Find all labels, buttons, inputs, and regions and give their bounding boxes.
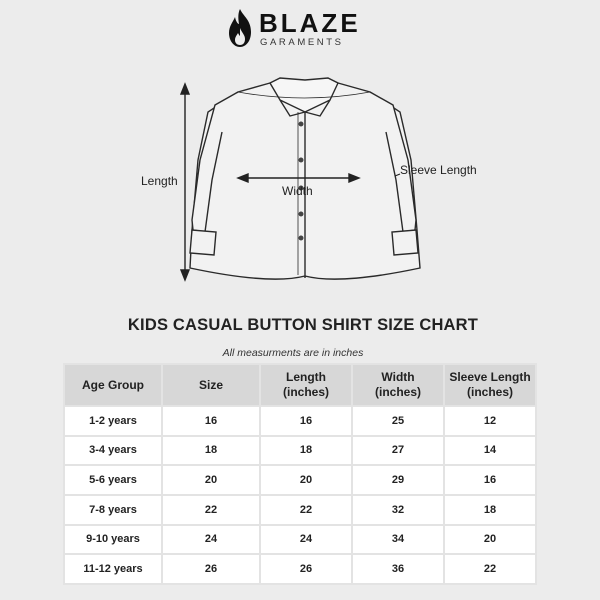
brand-name: BLAZE (259, 8, 361, 38)
cell-sleeve-length: 16 (444, 465, 536, 495)
cell-length: 20 (260, 465, 352, 495)
header-length: Length (inches) (260, 364, 352, 406)
cell-age-group: 1-2 years (64, 406, 162, 436)
cell-sleeve-length: 18 (444, 495, 536, 525)
table-row (64, 436, 536, 466)
header-age-group: Age Group (64, 364, 162, 406)
cell-length: 26 (260, 554, 352, 584)
cell-sleeve-length: 20 (444, 525, 536, 555)
cell-age-group: 3-4 years (64, 436, 162, 466)
table-header-row (64, 364, 536, 406)
cell-length: 18 (260, 436, 352, 466)
cell-sleeve-length: 12 (444, 406, 536, 436)
cell-size: 18 (162, 436, 260, 466)
cell-length: 22 (260, 495, 352, 525)
brand-tagline: GARAMENTS (260, 37, 344, 48)
table-row (64, 525, 536, 555)
table-row (64, 495, 536, 525)
header-width: Width (inches) (352, 364, 444, 406)
cell-age-group: 9-10 years (64, 525, 162, 555)
chart-title: KIDS CASUAL BUTTON SHIRT SIZE CHART (127, 316, 479, 334)
header-sleeve-length: Sleeve Length (inches) (444, 364, 536, 406)
cell-sleeve-length: 14 (444, 436, 536, 466)
flame-icon (226, 8, 254, 48)
cell-age-group: 11-12 years (64, 554, 162, 584)
length-label: Length (141, 174, 178, 188)
header-size: Size (162, 364, 260, 406)
table-row (64, 465, 536, 495)
cell-sleeve-length: 22 (444, 554, 536, 584)
cell-length: 24 (260, 525, 352, 555)
cell-width: 36 (352, 554, 444, 584)
sleeve-length-label: Sleeve Length (400, 163, 477, 177)
cell-width: 27 (352, 436, 444, 466)
cell-size: 16 (162, 406, 260, 436)
cell-width: 34 (352, 525, 444, 555)
size-table (63, 363, 537, 585)
cell-age-group: 5-6 years (64, 465, 162, 495)
length-arrow (181, 84, 189, 280)
cell-size: 26 (162, 554, 260, 584)
table-row (64, 554, 536, 584)
cell-width: 25 (352, 406, 444, 436)
brand-logo (226, 8, 376, 50)
cell-length: 16 (260, 406, 352, 436)
cell-size: 20 (162, 465, 260, 495)
table-row (64, 406, 536, 436)
cell-width: 32 (352, 495, 444, 525)
width-label: Width (282, 184, 313, 198)
cell-size: 24 (162, 525, 260, 555)
cell-age-group: 7-8 years (64, 495, 162, 525)
cell-width: 29 (352, 465, 444, 495)
cell-size: 22 (162, 495, 260, 525)
shirt-diagram (130, 70, 480, 295)
measurement-note: All measurments are in inches (222, 347, 364, 359)
